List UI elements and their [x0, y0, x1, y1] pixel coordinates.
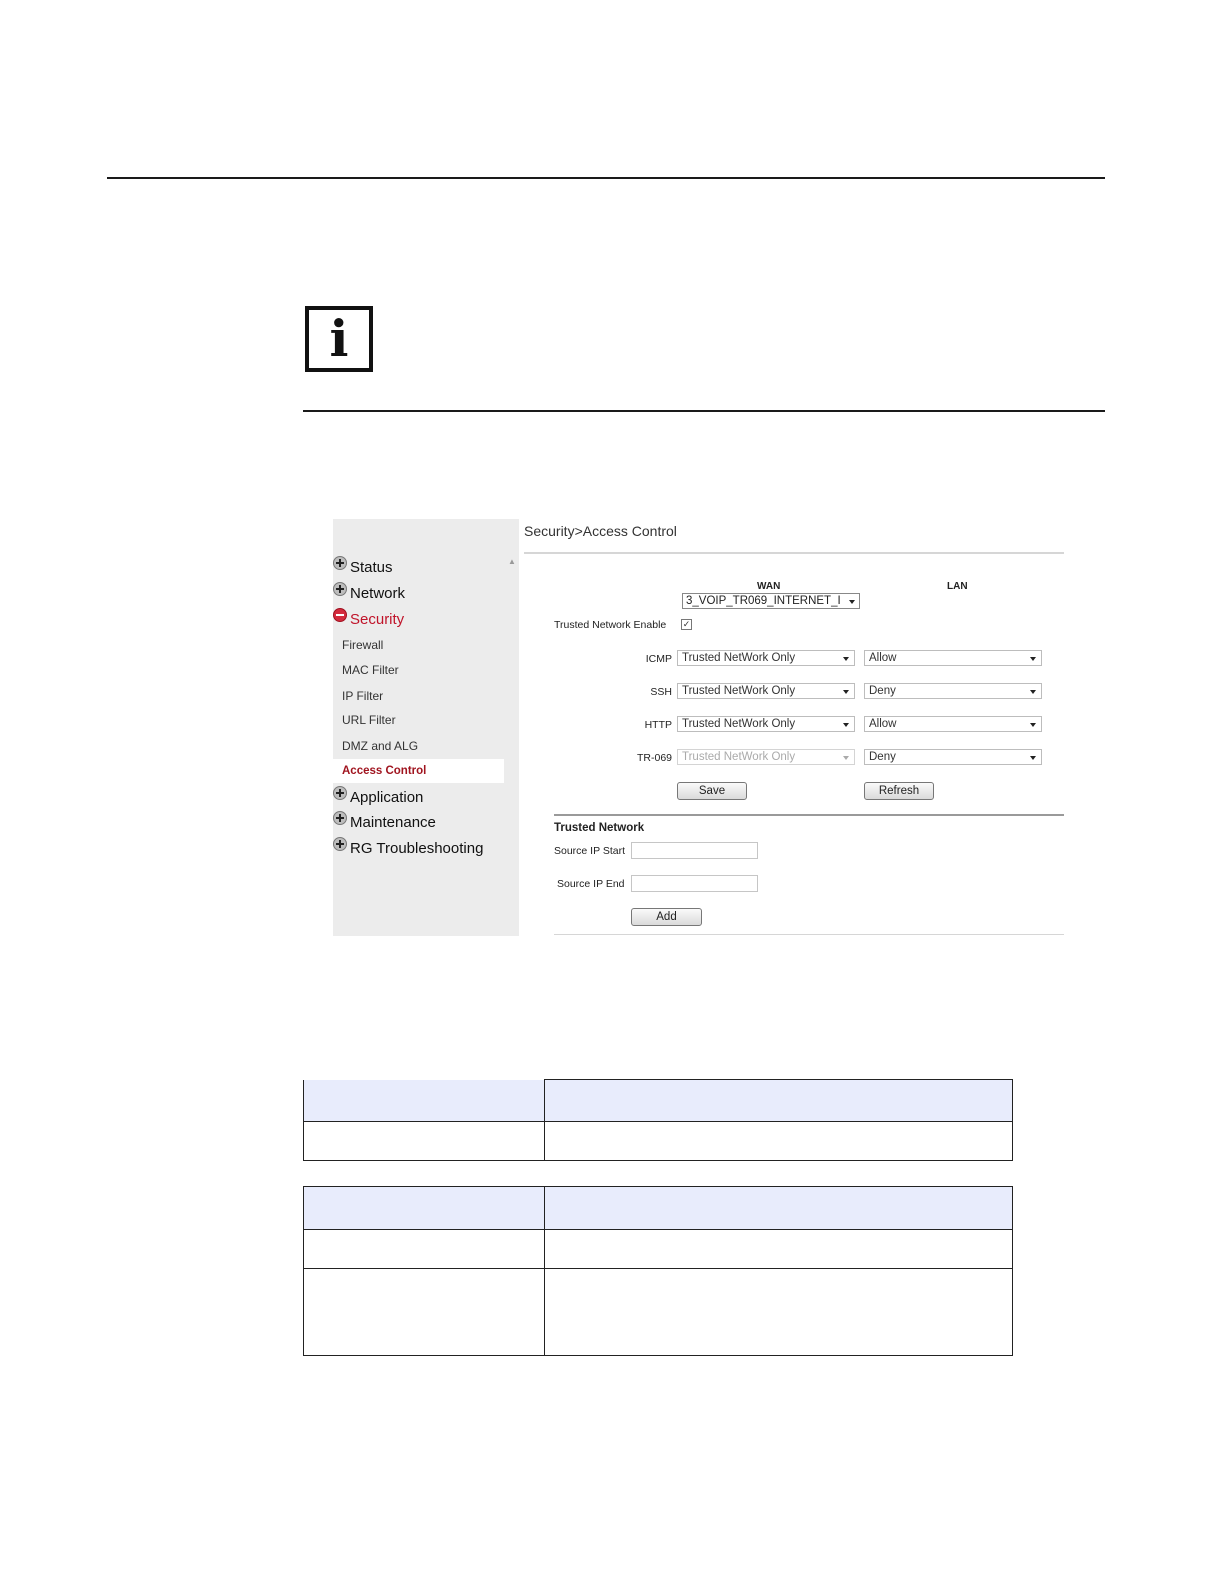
table-cell — [545, 1230, 1013, 1269]
table-1 — [303, 1079, 1013, 1161]
access-control-screenshot — [333, 519, 1068, 938]
section-divider — [554, 814, 1064, 816]
sidebar-item-security[interactable] — [333, 607, 404, 631]
save-button[interactable]: Save — [677, 782, 747, 800]
source-ip-end-label: Source IP End — [557, 878, 625, 890]
table-cell — [545, 1269, 1013, 1356]
sidebar-subitem-url-filter[interactable]: URL Filter — [342, 713, 396, 727]
source-ip-end-input[interactable] — [631, 875, 758, 892]
trusted-enable-checkbox[interactable]: ✓ — [682, 619, 691, 629]
http-lan-select[interactable]: Allow — [864, 716, 1042, 732]
wan-header: WAN — [757, 581, 781, 592]
sidebar-subitem-mac-filter[interactable]: MAC Filter — [342, 663, 399, 677]
row-label-icmp: ICMP — [645, 653, 672, 665]
tr069-wan-select[interactable]: Trusted NetWork Only — [677, 749, 855, 765]
sidebar-item-label: Security — [350, 610, 405, 628]
table-header-cell — [304, 1080, 545, 1122]
sidebar-item-rg-troubleshooting[interactable] — [333, 836, 483, 860]
expand-plus-icon[interactable] — [333, 556, 347, 570]
scroll-up-arrow-icon[interactable]: ▲ — [508, 557, 516, 566]
ssh-wan-select[interactable]: Trusted NetWork Only — [677, 683, 855, 699]
expand-plus-icon[interactable] — [333, 582, 347, 596]
ssh-lan-select[interactable]: Deny — [864, 683, 1042, 699]
sidebar-item-label: Maintenance — [350, 813, 436, 831]
sidebar-item-label: Status — [350, 558, 393, 576]
table-2 — [303, 1186, 1013, 1356]
table-row — [304, 1269, 1013, 1356]
table-header-row — [304, 1187, 1013, 1230]
http-wan-select[interactable]: Trusted NetWork Only — [677, 716, 855, 732]
row-label-http: HTTP — [644, 719, 672, 731]
table-row — [304, 1122, 1013, 1161]
table-cell — [304, 1269, 545, 1356]
expand-plus-icon[interactable] — [333, 837, 347, 851]
sidebar-subitem-access-control[interactable]: Access Control — [333, 759, 504, 783]
sidebar-item-label: Application — [350, 788, 424, 806]
icmp-lan-select[interactable]: Allow — [864, 650, 1042, 666]
sidebar-item-maintenance[interactable] — [333, 810, 436, 834]
sidebar-item-label: Network — [350, 584, 406, 602]
sidebar-item-status[interactable] — [333, 555, 393, 579]
row-label-tr069: TR-069 — [636, 752, 672, 764]
collapse-minus-icon[interactable] — [333, 608, 347, 622]
source-ip-start-input[interactable] — [631, 842, 758, 859]
sidebar-subitem-firewall[interactable]: Firewall — [342, 638, 384, 652]
table-cell — [304, 1122, 545, 1161]
sidebar-item-network[interactable] — [333, 581, 405, 605]
expand-plus-icon[interactable] — [333, 786, 347, 800]
top-rule — [107, 177, 1105, 179]
header-divider — [524, 552, 1064, 554]
add-button[interactable]: Add — [631, 908, 702, 926]
bottom-divider — [554, 934, 1064, 935]
source-ip-start-label: Source IP Start — [554, 845, 626, 857]
table-header-row — [304, 1080, 1013, 1122]
expand-plus-icon[interactable] — [333, 811, 347, 825]
sidebar-item-application[interactable] — [333, 785, 423, 809]
table-header-cell — [545, 1080, 1013, 1122]
table-header-cell — [304, 1187, 545, 1230]
refresh-button[interactable]: Refresh — [864, 782, 934, 800]
sidebar-item-label: RG Troubleshooting — [350, 839, 484, 857]
trusted-enable-label: Trusted Network Enable — [554, 619, 667, 631]
icmp-wan-select[interactable]: Trusted NetWork Only — [677, 650, 855, 666]
table-header-cell — [545, 1187, 1013, 1230]
table-cell — [304, 1230, 545, 1269]
table-row — [304, 1230, 1013, 1269]
breadcrumb: Security>Access Control — [524, 523, 677, 539]
sidebar-subitem-ip-filter[interactable]: IP Filter — [342, 689, 384, 703]
row-label-ssh: SSH — [650, 686, 672, 698]
sidebar-subitem-dmz-alg[interactable]: DMZ and ALG — [342, 739, 419, 753]
trusted-network-title: Trusted Network — [554, 822, 645, 834]
table-cell — [545, 1122, 1013, 1161]
info-icon: i — [305, 306, 373, 372]
note-rule — [303, 410, 1105, 412]
tr069-lan-select[interactable]: Deny — [864, 749, 1042, 765]
main-panel — [524, 519, 1068, 938]
lan-header: LAN — [947, 581, 968, 592]
wan-interface-select[interactable]: 3_VOIP_TR069_INTERNET_I — [682, 593, 860, 609]
sidebar — [333, 519, 519, 936]
